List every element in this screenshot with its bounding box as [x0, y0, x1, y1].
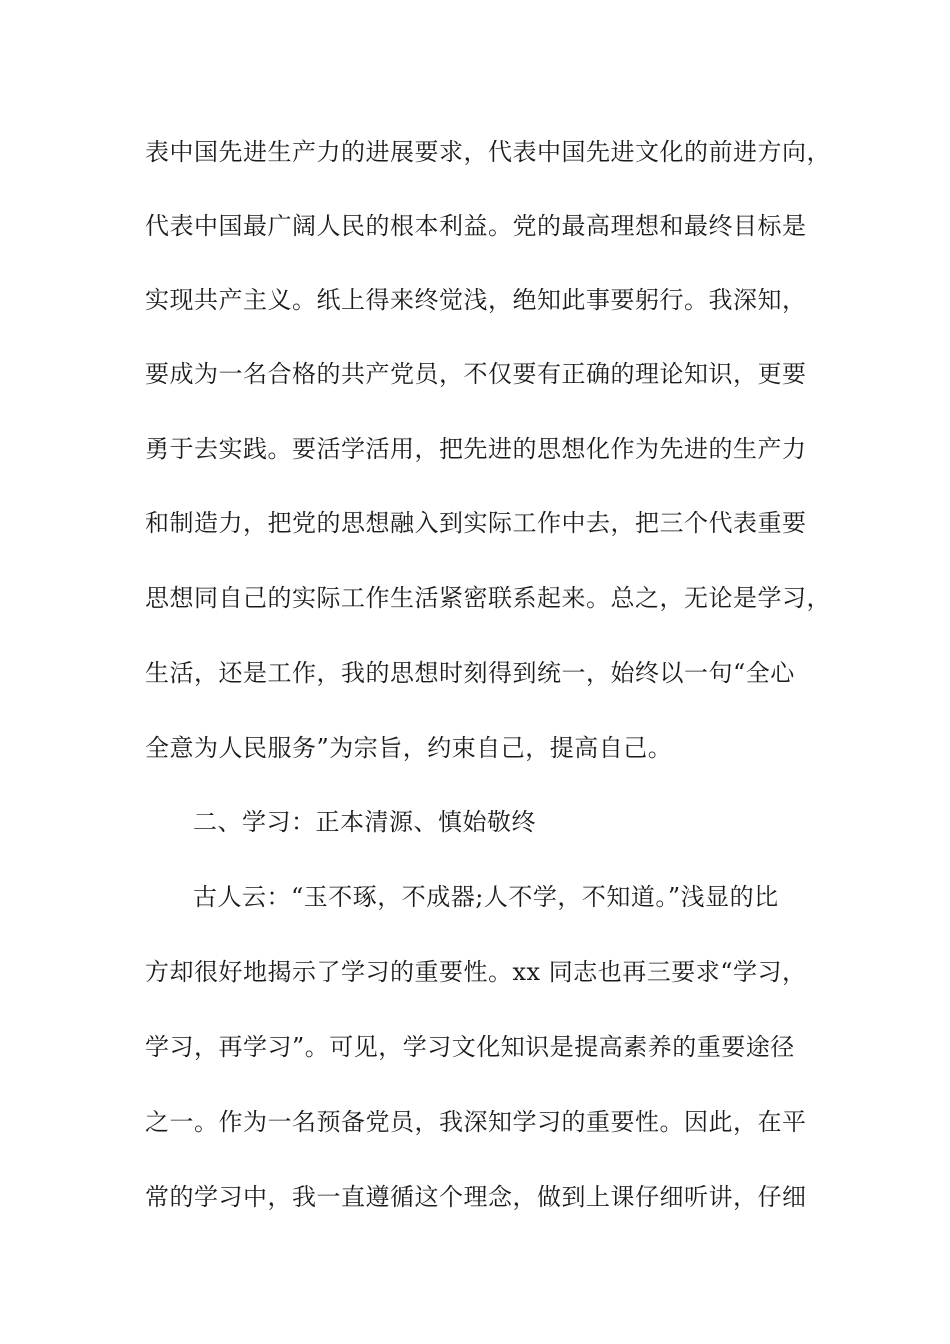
paragraph-line: 生活，还是工作，我的思想时刻得到统一，始终以一句“全心 [145, 659, 795, 687]
paragraph-line: 代表中国最广阔人民的根本利益。党的最高理想和最终目标是 [145, 212, 807, 240]
paragraph-line: 常的学习中，我一直遵循这个理念，做到上课仔细听讲，仔细 [145, 1183, 807, 1211]
paragraph-line: 学习，再学习”。可见，学习文化知识是提高素养的重要途径 [145, 1033, 795, 1061]
paragraph-line: 勇于去实践。要活学活用，把先进的思想化作为先进的生产力 [145, 435, 807, 463]
paragraph-line: 古人云：“玉不琢，不成器;人不学，不知道。”浅显的比 [193, 883, 779, 911]
paragraph-line: 实现共产主义。纸上得来终觉浅，绝知此事要躬行。我深知， [145, 286, 807, 314]
section-heading: 二、学习：正本清源、慎始敬终 [193, 808, 536, 836]
paragraph-line: 方却很好地揭示了学习的重要性。xx 同志也再三要求“学习， [145, 958, 807, 986]
paragraph-line: 之一。作为一名预备党员，我深知学习的重要性。因此，在平 [145, 1108, 807, 1136]
paragraph-line: 全意为人民服务”为宗旨，约束自己，提高自己。 [145, 734, 673, 762]
paragraph-line: 思想同自己的实际工作生活紧密联系起来。总之，无论是学习， [145, 584, 831, 612]
paragraph-line: 和制造力，把党的思想融入到实际工作中去，把三个代表重要 [145, 509, 807, 537]
paragraph-line: 表中国先进生产力的进展要求，代表中国先进文化的前进方向， [145, 138, 831, 166]
paragraph-line: 要成为一名合格的共产党员，不仅要有正确的理论知识，更要 [145, 360, 807, 388]
